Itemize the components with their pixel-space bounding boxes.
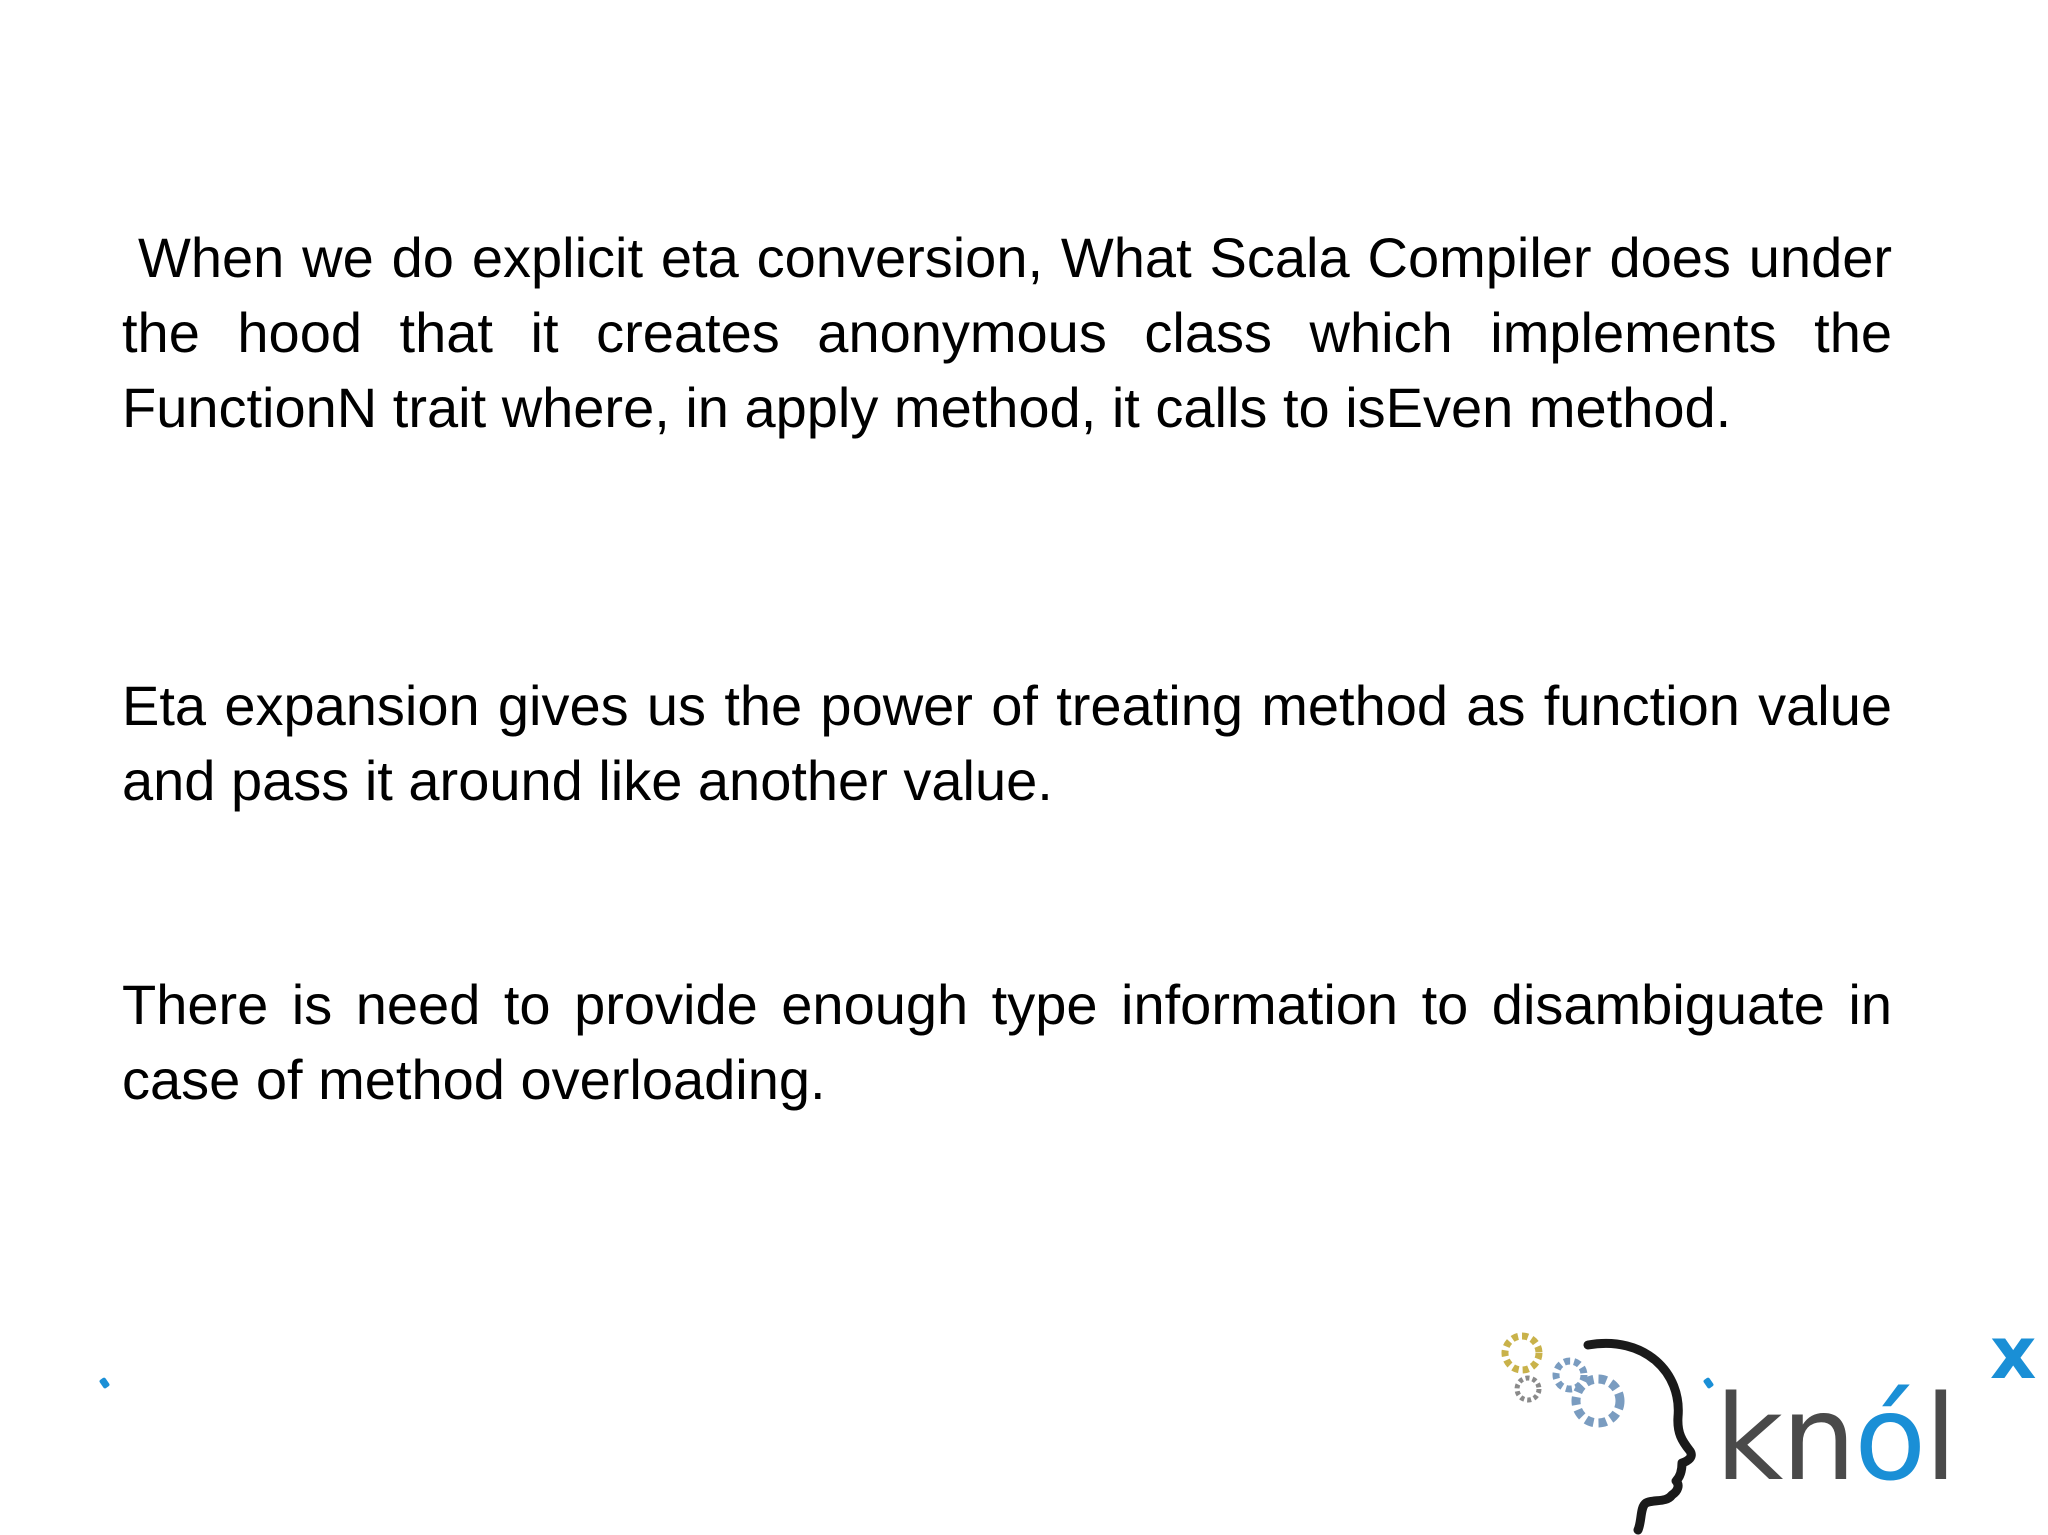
gear-icon <box>1505 1336 1539 1370</box>
gear-icon <box>1517 1378 1539 1400</box>
logo-superscript: x <box>1990 1311 2037 1395</box>
body-paragraph-3: There is need to provide enough type information to disambiguate in case of method overloading. <box>122 973 1892 1111</box>
body-paragraph-2: Eta expansion gives us the power of treating method as function value and pass it around like another value. <box>122 674 1892 812</box>
body-paragraph-1: When we do explicit eta conversion, What Scala Compiler does under the hood that it creates anonymous class which implements the FunctionN trait where, in apply method, it calls to isEven method. <box>122 226 1892 439</box>
logo-wordmark: knól <box>1715 1369 1956 1507</box>
head-silhouette-icon <box>1588 1343 1691 1530</box>
gear-icon <box>1576 1379 1620 1423</box>
decorative-dot <box>99 1377 110 1389</box>
knolx-logo <box>1470 1311 2048 1535</box>
